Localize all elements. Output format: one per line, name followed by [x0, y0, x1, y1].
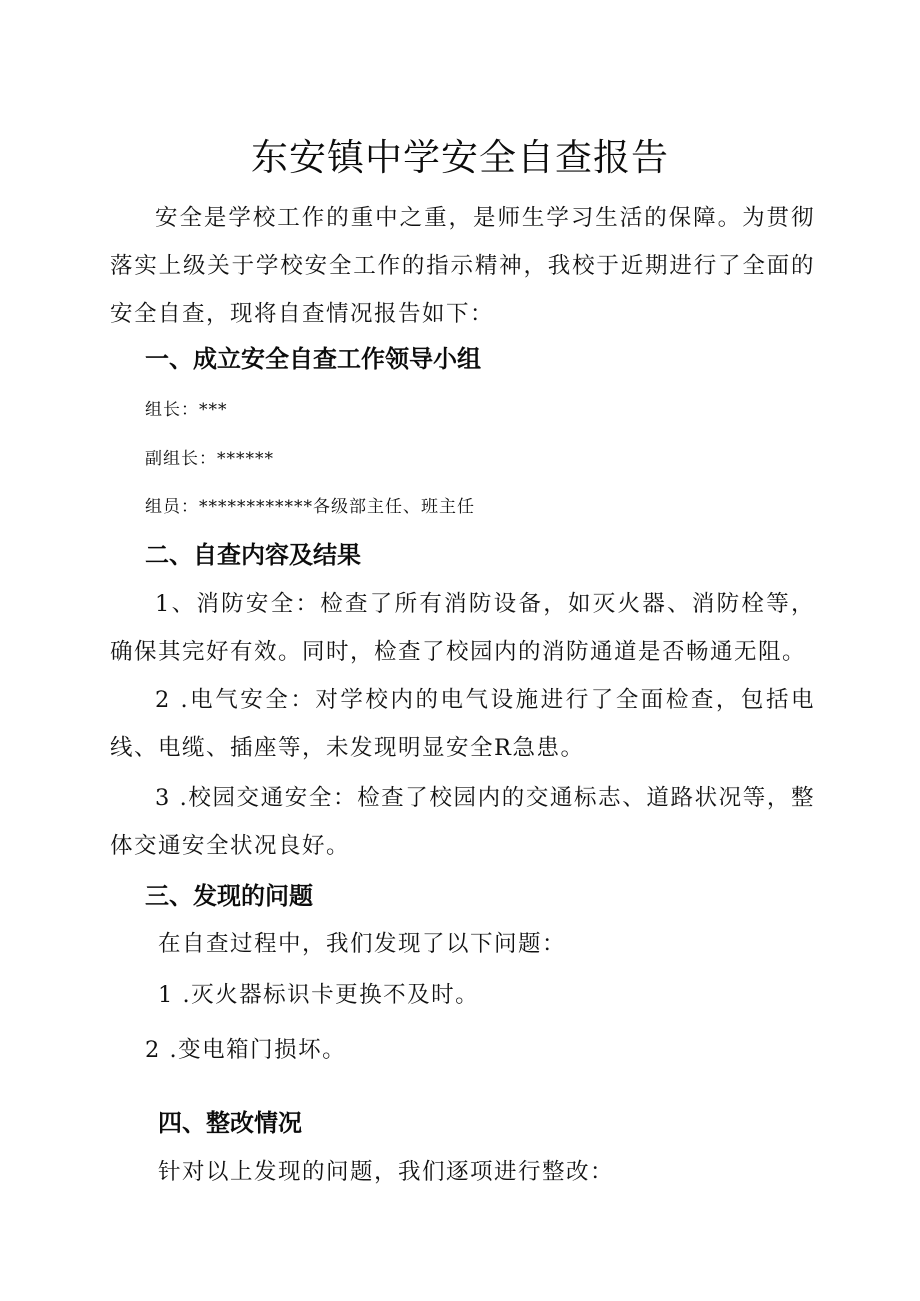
section-3-heading: 三、发现的问题	[145, 882, 313, 910]
traffic-safety-paragraph: 3 .校园交通安全：检查了校园内的交通标志、道路状况等，整体交通安全状况良好。	[110, 785, 815, 859]
fire-safety-paragraph: 1、消防安全：检查了所有消防设备，如灭火器、消防栓等，确保其完好有效。同时，检查了校园内的消防通道是否畅通无阻。	[110, 591, 815, 665]
problems-intro: 在自查过程中，我们发现了以下问题：	[158, 931, 567, 957]
rectification-intro: 针对以上发现的问题，我们逐项进行整改：	[158, 1159, 615, 1185]
problem-item-1: 1 .灭火器标识卡更换不及时。	[158, 982, 480, 1008]
electrical-safety-paragraph: 2 .电气安全：对学校内的电气设施进行了全面检查，包括电线、电缆、插座等，未发现明显安全R急患。	[110, 687, 815, 761]
section-1-heading: 一、成立安全自查工作领导小组	[145, 345, 481, 373]
section-2-heading: 二、自查内容及结果	[145, 541, 361, 569]
leader-line: 组长：***	[145, 400, 228, 420]
document-title: 东安镇中学安全自查报告	[251, 136, 669, 179]
section-4-heading: 四、整改情况	[158, 1109, 302, 1137]
problem-item-2: 2 .变电箱门损坏。	[145, 1037, 347, 1063]
deputy-leader-line: 副组长：******	[145, 449, 274, 469]
intro-paragraph: 安全是学校工作的重中之重，是师生学习生活的保障。为贯彻落实上级关于学校安全工作的指示精神，我校于近期进行了全面的安全自查，现将自查情况报告如下：	[110, 205, 815, 327]
members-line: 组员：************各级部主任、班主任	[145, 497, 475, 517]
